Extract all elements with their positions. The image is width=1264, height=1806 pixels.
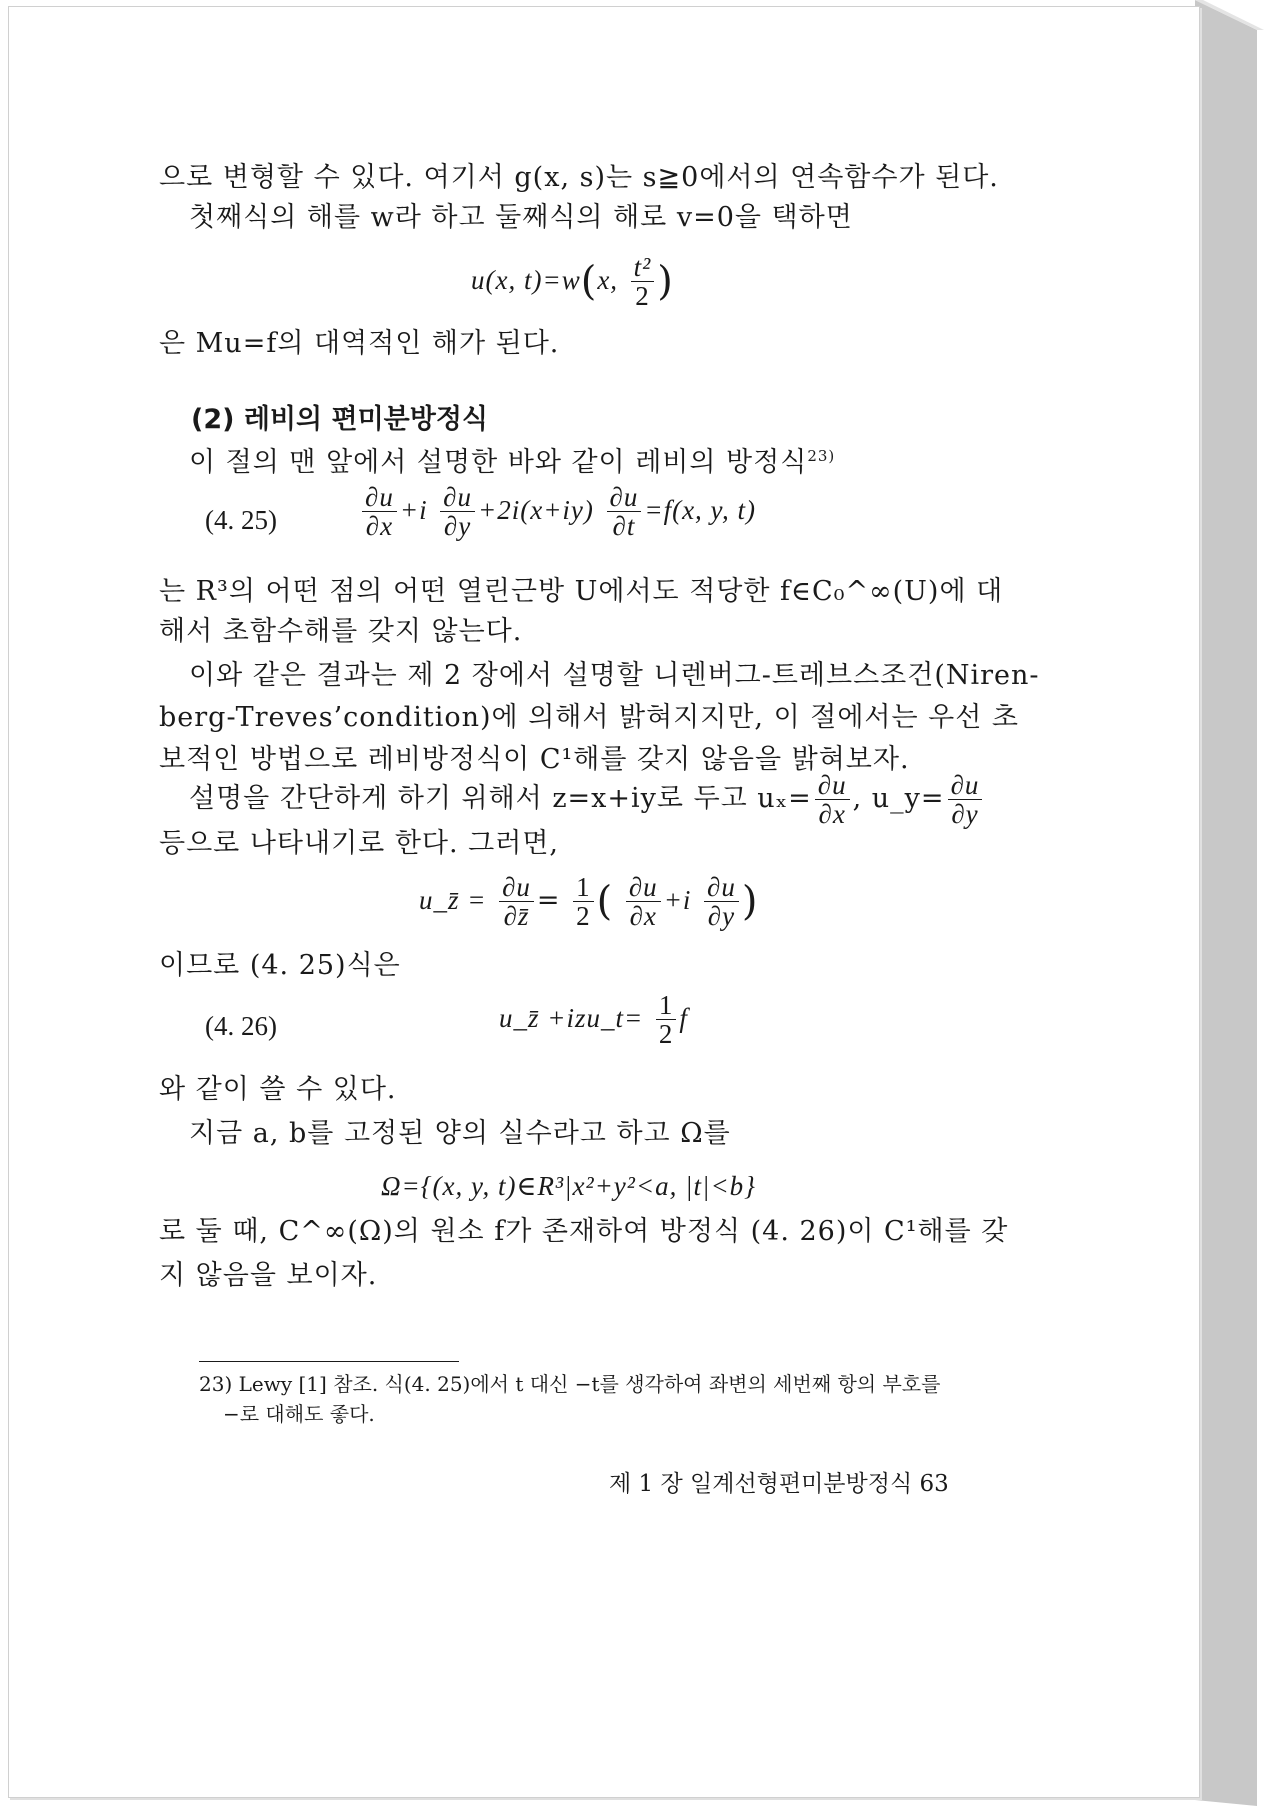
- equation-label: (4. 25): [205, 505, 277, 535]
- paragraph-line: 는 R³의 어떤 점의 어떤 열린근방 U에서도 적당한 f∈C₀^∞(U)에 대: [159, 576, 1004, 607]
- paragraph-line: 보적인 방법으로 레비방정식이 C¹해를 갖지 않음을 밝혀보자.: [159, 744, 910, 775]
- paragraph-line: berg-Treves’condition)에 의해서 밝혀지지만, 이 절에서는 우선 초: [159, 702, 1019, 733]
- paragraph-line: 지금 a, b를 고정된 양의 실수라고 하고 Ω를: [189, 1118, 731, 1149]
- footnote-line: −로 대해도 좋다.: [223, 1402, 375, 1426]
- paragraph-line: 이므로 (4. 25)식은: [159, 950, 401, 981]
- equation-4-26: u_z̄ +izu_t= $\frac{1}{2}$ f: [499, 990, 688, 1049]
- equation-4-25: $\frac{\partial u}{\partial x}$ +i $\frac{\partial u}{\partial y}$ +2i(x+iy) $\frac{\partial u}{\partial t}$ =f(x, y, t): [359, 483, 756, 540]
- paragraph-line: 은 Mu=f의 대역적인 해가 된다.: [159, 328, 560, 359]
- footnote-ref: 23): [807, 447, 836, 465]
- paragraph-line: 와 같이 쓸 수 있다.: [159, 1074, 397, 1105]
- paragraph-line: 설명을 간단하게 하기 위해서 z=x+iy로 두고 uₓ= $\frac{\partial u}{\partial x}$ , u_y= $\frac{\partial u}{\partial y}$: [189, 771, 985, 828]
- paragraph-line: 첫째식의 해를 w라 하고 둘째식의 해로 v=0을 택하면: [189, 202, 853, 233]
- section-heading: (2) 레비의 편미분방정식: [191, 404, 489, 435]
- paragraph-line: 으로 변형할 수 있다. 여기서 g(x, s)는 s≧0에서의 연속함수가 된다.: [159, 162, 999, 193]
- equation-uz: u_z̄ = $\frac{\partial u}{\partial z̄}$ = $\frac{1}{2}$ ( $\frac{\partial u}{\partial x}$ +i $\frac{\partial u}{\partial y}$ ): [419, 872, 759, 931]
- page-footer: 제 1 장 일계선형편미분방정식 63: [609, 1471, 949, 1497]
- paragraph-line: 지 않음을 보이자.: [159, 1260, 378, 1291]
- book-page: [8, 6, 1200, 1798]
- footnote-line: 23) Lewy [1] 참조. 식(4. 25)에서 t 대신 −t를 생각하여 좌변의 세번째 항의 부호를: [199, 1372, 941, 1396]
- paragraph-line: 이와 같은 결과는 제 2 장에서 설명할 니렌버그-트레브스조건(Niren-: [189, 660, 1040, 691]
- equation-label: (4. 26): [205, 1011, 277, 1041]
- paragraph-line: 해서 초함수해를 갖지 않는다.: [159, 616, 523, 647]
- equation-u-w: u(x, t)=w(x, $\frac{\text{t²}}{2}$ ): [471, 252, 674, 311]
- paragraph-line: 로 둘 때, C^∞(Ω)의 원소 f가 존재하여 방정식 (4. 26)이 C¹해를 갖: [159, 1216, 1009, 1247]
- paragraph-line: 등으로 나타내기로 한다. 그러면,: [159, 828, 559, 859]
- equation-omega: Ω={(x, y, t)∈R³|x²+y²<a, |t|<b}: [381, 1171, 756, 1201]
- footnote-rule: [199, 1361, 459, 1362]
- book-edge: [1195, 0, 1264, 1806]
- paragraph-line: 이 절의 맨 앞에서 설명한 바와 같이 레비의 방정식$^{23)}$: [189, 447, 836, 478]
